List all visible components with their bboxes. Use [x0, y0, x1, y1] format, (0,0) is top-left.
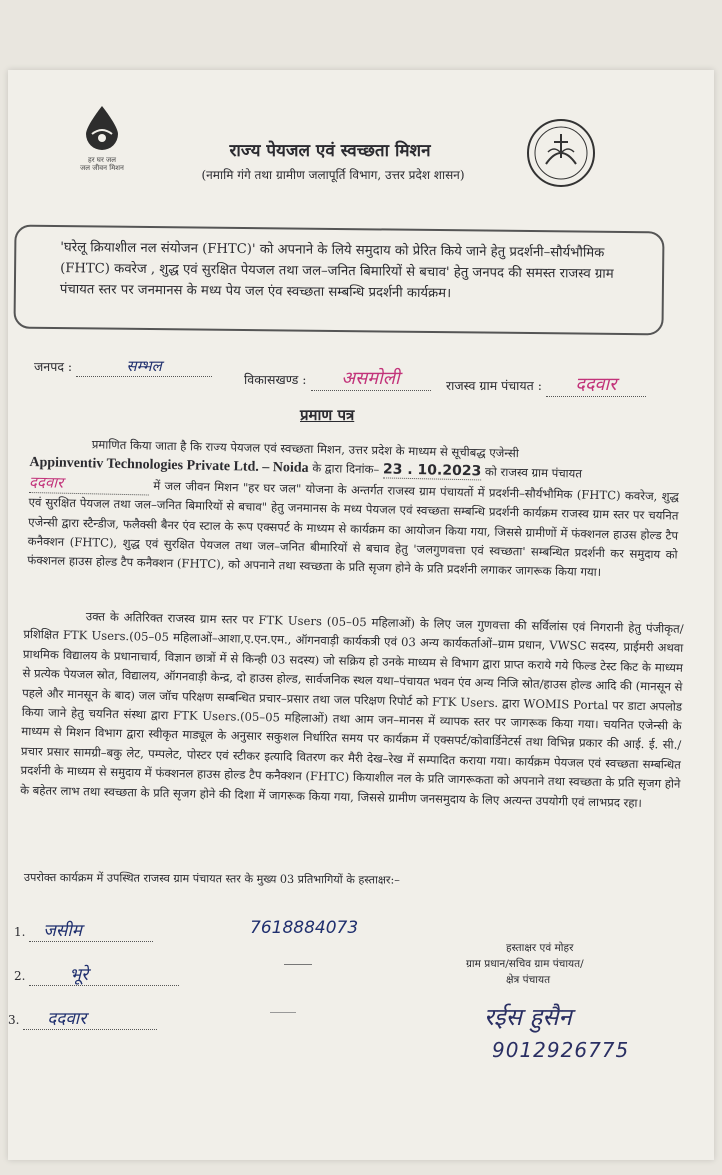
panchayat-value: ददवार — [546, 372, 646, 397]
phone-blank-dash — [270, 1012, 296, 1013]
district-field — [34, 356, 212, 377]
agency-name: Appinventiv Technologies Private Ltd. – Noida — [29, 455, 309, 477]
logo-caption: हर घर जल जल जीवन मिशन — [80, 156, 124, 172]
block-value: असमोली — [311, 366, 431, 391]
para1-by-date: के द्वारा दिनांक– — [312, 461, 380, 477]
participant-signature: ददवार — [23, 1006, 157, 1030]
participant-number: 1. — [14, 925, 26, 939]
signatory-block — [466, 940, 584, 988]
village-value: ददवार — [29, 473, 149, 496]
participants-intro: उपरोक्त कार्यक्रम में उपस्थित राजस्व ग्राम पंचायत स्तर के मुख्य 03 प्रतिभागियों के हस्ताक्षर:– — [23, 870, 400, 887]
block-field — [244, 366, 431, 391]
participant-number: 3. — [8, 1013, 20, 1027]
signatory-signature: रईस हुसैन — [484, 1003, 572, 1031]
block-label: विकासखण्ड : — [244, 372, 307, 387]
program-topic-box: 'घरेलू क्रियाशील नल संयोजन (FHTC)' को अपनाने के लिये समुदाय को प्रेरित किये जाने हेतु प्रदर्शनी–सौर्यभौमिक (FHTC) कवरेज , शुद्ध एवं सुरक्षित पेयजल तथा जल–जनित बिमारियों से बचाव' हेतु जनपद की समस्त राजस्व ग्राम पंचायत स्तर पर जनमानस के मध्य पेय जल एंव स्वच्छता सम्बन्धि प्रदर्शनी कार्यक्रम। — [13, 225, 664, 336]
department-subtitle: (नमामि गंगे तथा ग्रामीण जलापूर्ति विभाग, उत्तर प्रदेश शासन) — [201, 168, 465, 182]
participant-row-3 — [8, 1006, 157, 1030]
signatory-phone: 9012926775 — [492, 1038, 630, 1062]
water-drop-icon — [82, 104, 122, 150]
district-label: जनपद : — [34, 359, 73, 374]
participant-row-2 — [14, 962, 179, 986]
up-government-emblem — [524, 116, 598, 190]
para1-date-suffix: को राजस्व ग्राम पंचायत — [484, 464, 583, 481]
participant-number: 2. — [14, 969, 26, 983]
event-date: 23 . 10.2023 — [382, 461, 482, 480]
participant-phone: 7618884073 — [250, 918, 359, 938]
signatory-line-2: ग्राम प्रधान/सचिव ग्राम पंचायत/ — [466, 958, 584, 970]
certificate-paragraph-2: उक्त के अतिरिक्त राजस्व ग्राम स्तर पर FTK Users (05–05 महिलाओं) के लिए जल गुणवत्ता की सर्विलांस एवं निगरानी हेतु पंजीकृत/प्रशिक्षित FTK Users.(05–05 महिलाओं–आशा,ए.एन.एम., ऑगनवाड़ी कार्यकत्री एवं 03 अन्य कार्यकर्ताओं–ग्राम प्रधान, VWSC सदस्य, प्राईमरी अथवा प्राथमिक विद्यालय के प्रधानाचार्य, विज्ञान छात्रों में से किन्ही 03 सदस्य) जो सक्रिय हो उनके माध्यम से विभाग द्वारा प्राप्त कराये गये फिल्ड टेस्ट किट के माध्यम से प्रत्येक पेयजल स्रोत, विद्यालय, ऑगनवाड़ी केन्द्र, दो हाउस होल्ड, सार्वजनिक स्थल यथा–पंचायत भवन एंव अन्य निजि स्रोत/हाउस होल्ड आदि की (मानसून से पहले और मानसून के बाद) जल जॉच परिक्षण सम्बन्धित प्रचार–प्रसार तथा जल परिक्षण रिपोर्ट को FTK Users. द्वारा WOMIS Portal पर डाटा अपलोड किया जाने हेतु चयनित संस्था द्वारा FTK Users.(05–05 महिलाओं) तथा आम जन–मानस में व्यापक स्तर पर जागरूक किया गया। चयनित एजेन्सी के माध्यम से मिशन विभाग द्वारा स्वीकृत माड्यूल के अनुसार सकुशल निर्धारित समय पर कार्यक्रम में एक्सपर्ट/कोवार्डिनेटर्स तथा विभिन्न प्रकार की आई. ई. सी./प्रचार प्रसार सामग्री–बकु लेट, पम्पलेट, पोस्टर एवं स्टीकर इत्यादि वितरण कर मैरी देख–रेख में सम्पादित कराया गया। कार्यक्रम पेयजल एवं स्वच्छता सम्बन्धित प्रदर्शनी के माध्यम से समुदाय में फंक्शनल हाउस होल्ड टैप कनैक्शन (FHTC) कियाशील नल के प्रति जागरूकता को अपनाने तथा स्वच्छता के प्रति सृजग होने के बहेतर लाभ तथा स्वच्छता के प्रति सृजग होने की दिशा में जागरूक किया गया, जिससे ग्रामीण जनसमुदाय के लिए अत्यन्त उपयोगी एवं लाभप्रद रहा। — [20, 609, 684, 810]
para1-intro: प्रमाणित किया जाता है कि राज्य पेयजल एवं स्वच्छता मिशन, उत्तर प्रदेश के माध्यम से सूचीबद्ध एजेन्सी — [91, 437, 520, 461]
signatory-line-3: क्षेत्र पंचायत — [506, 974, 551, 986]
mission-title: राज्य पेयजल एवं स्वच्छता मिशन — [229, 141, 431, 161]
participant-row-1 — [14, 918, 359, 942]
district-value: सम्भल — [76, 356, 212, 377]
phone-blank-dash — [284, 964, 312, 965]
emblem-seal-icon — [524, 116, 598, 190]
certificate-title: प्रमाण पत्र — [300, 406, 355, 424]
certificate-paragraph-1 — [27, 434, 680, 584]
panchayat-label: राजस्व ग्राम पंचायत : — [446, 378, 542, 393]
participant-signature: जसीम — [29, 918, 153, 942]
signatory-line-1: हस्ताक्षर एवं मोहर — [506, 942, 574, 954]
para1-body: में जल जीवन मिशन "हर घर जल" योजना के अन्तर्गत राजस्व ग्राम पंचायतों में प्रदर्शनी–सौर्यभौमिक (FHTC) कवरेज, शुद्ध एवं सुरक्षित पेयजल तथा जल–जनित बिमारियों से बचाव" हेतु जनमानस के मध्य पेयजल एवं स्वच्छता सम्बन्धि प्रदर्शनी कार्यक्रम राजस्व ग्राम स्तर पर चयनित एजेन्सी द्वारा स्टैन्डीज, फलैक्सी बैनर एंव स्टाल के रूप एक्सपर्ट के माध्यम से कार्यक्रम का आयोजन किया गया, जिससे ग्रामीणों में फंक्शनल हाउस होल्ड टैप कनैक्शन (FHTC), शुद्ध एवं सुरक्षित पेयजल तथा जल–जनित बीमारियों से बचाव हेतु 'जलगुणवत्ता एवं स्वच्छता' सम्बन्धित प्रदर्शनी कर समुदाय को फंक्शनल हाउस होल्ड टैप कनैक्शन (FHTC), को अपनाने तथा स्वच्छता के प्रति सृजग होने के प्रति प्रदर्शनी लगाकर जागरूक किया गया। — [27, 478, 679, 580]
participant-signature: भूरे — [29, 962, 179, 986]
jal-jeevan-mission-logo — [72, 104, 132, 180]
panchayat-field — [446, 372, 646, 397]
